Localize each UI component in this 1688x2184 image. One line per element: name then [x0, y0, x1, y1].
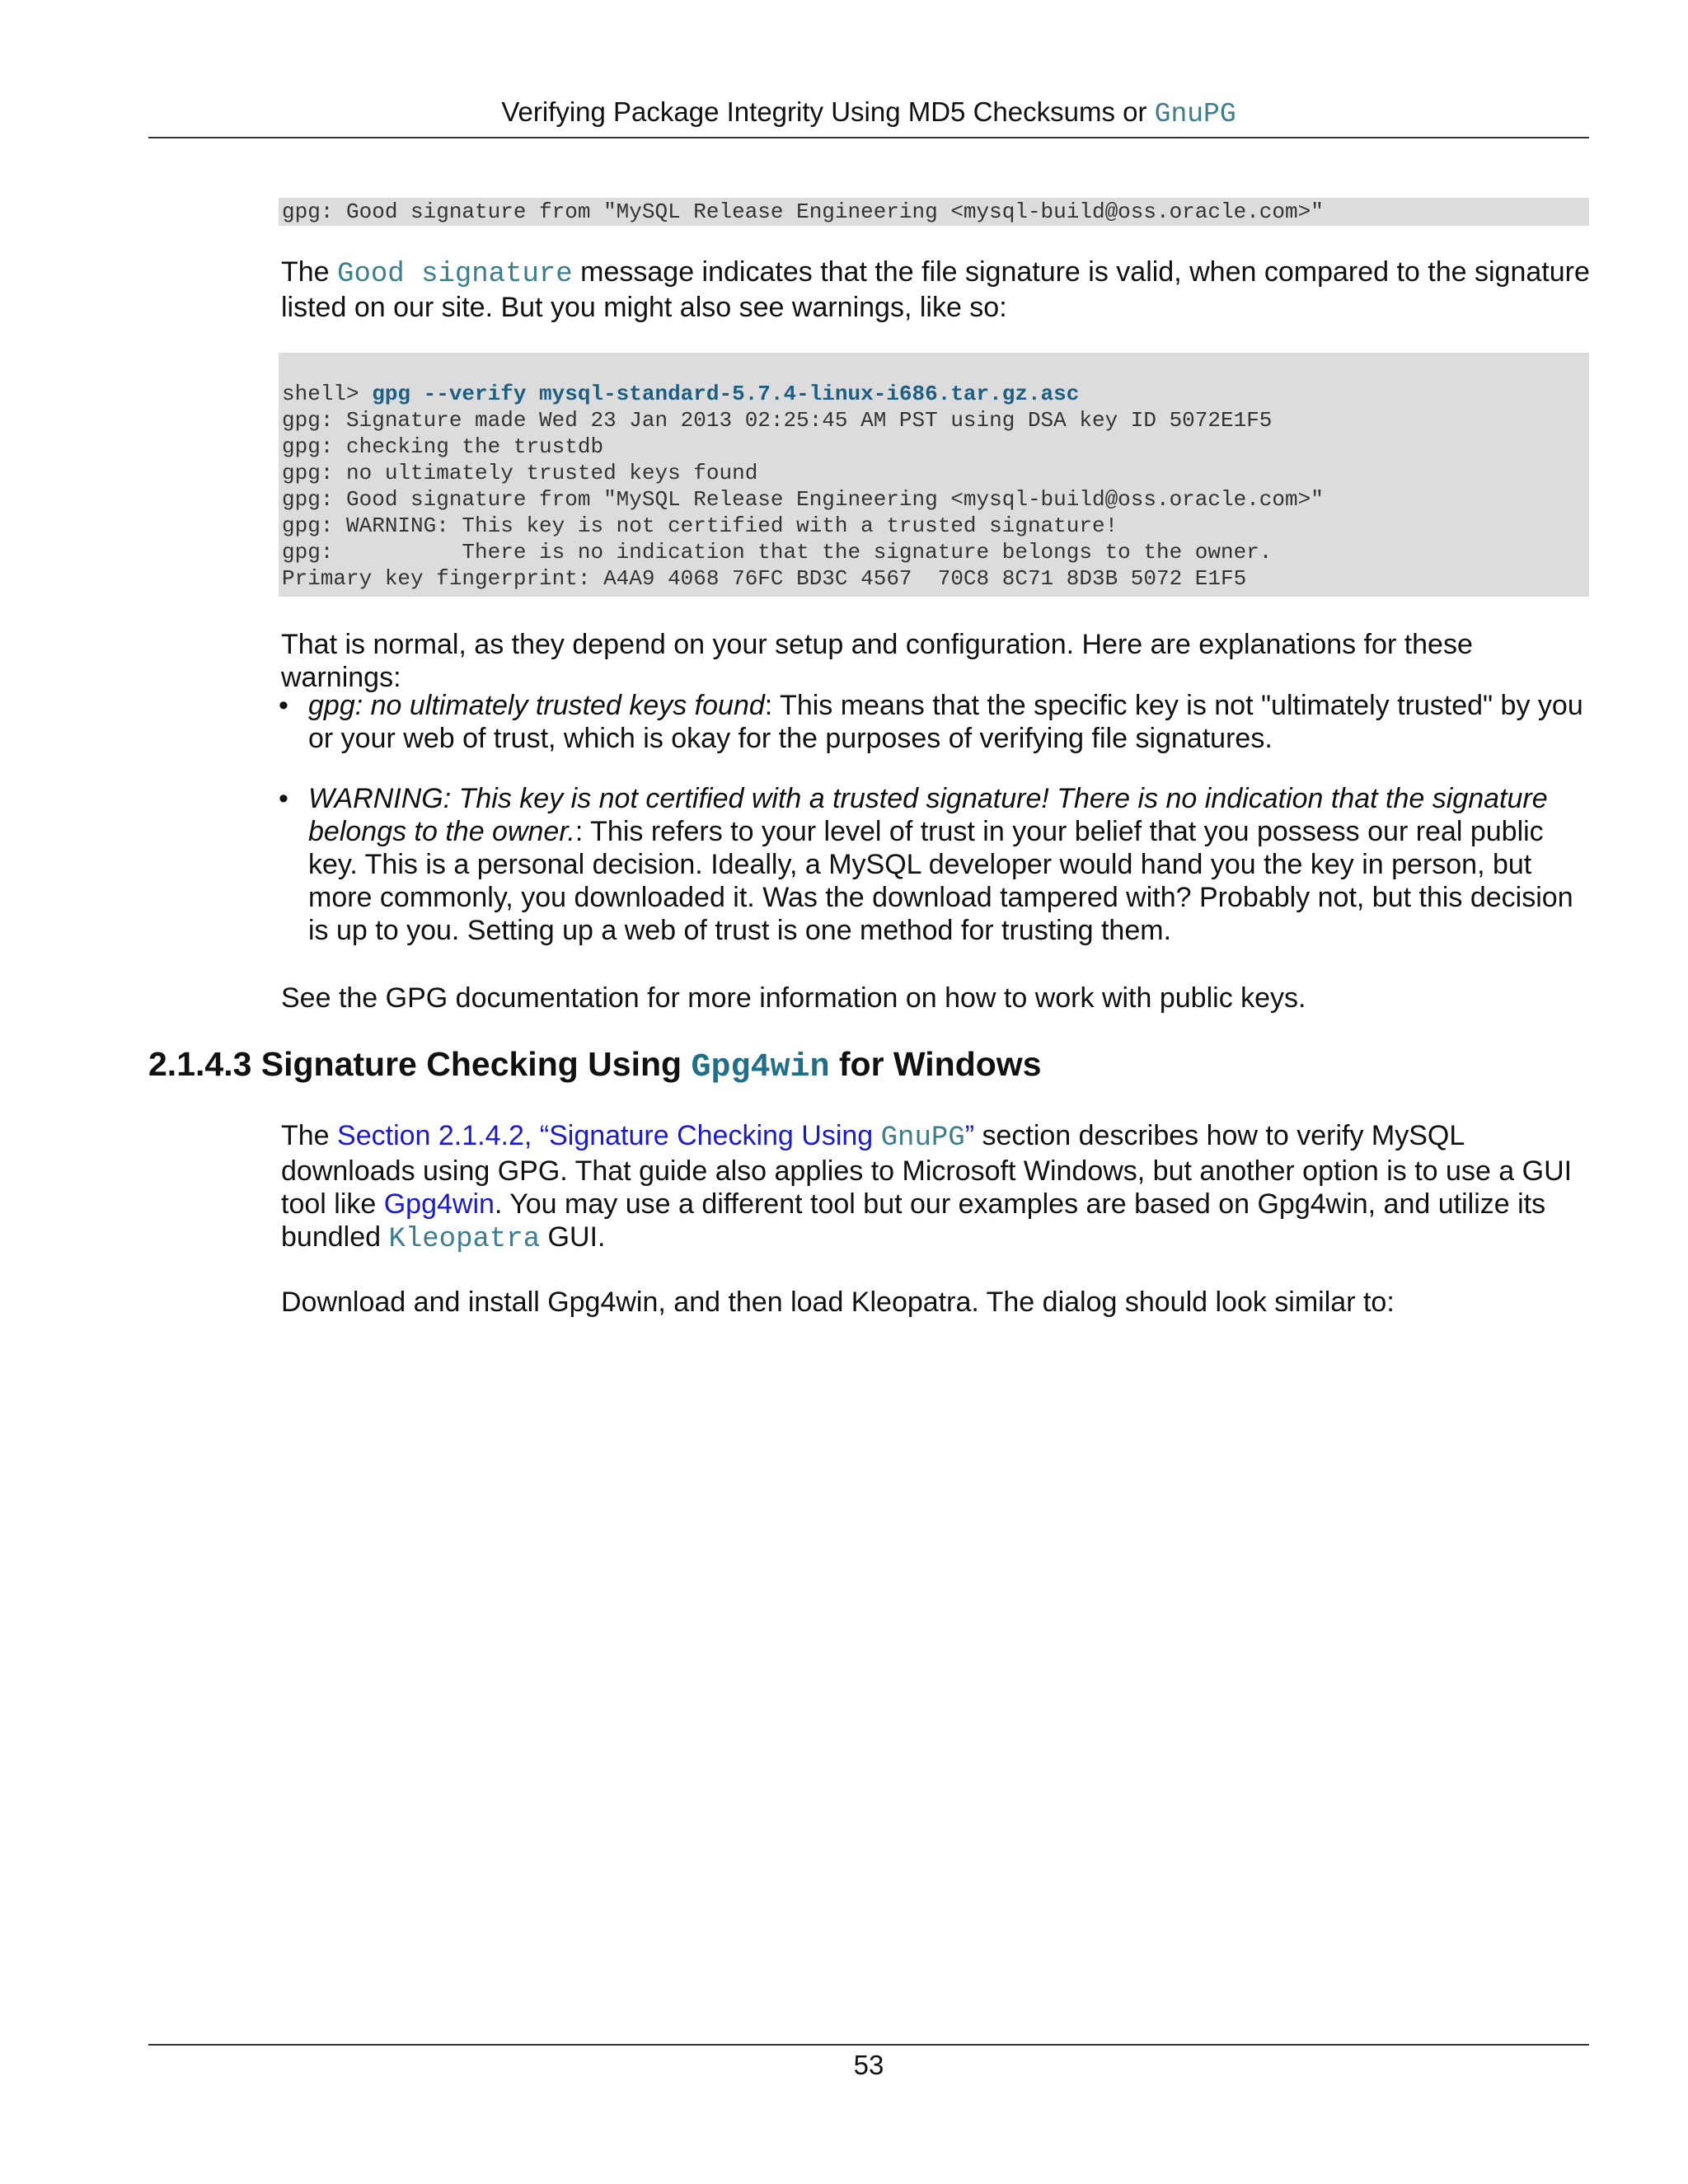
header-title: Verifying Package Integrity Using MD5 Checksums or: [501, 96, 1147, 127]
bullet-text: [308, 782, 1594, 947]
link-end[interactable]: ”: [964, 1120, 975, 1151]
inline-code-good-signature: Good signature: [337, 259, 573, 290]
gpg4win-link[interactable]: Gpg4win: [383, 1188, 495, 1220]
bullet-marker: •: [279, 690, 288, 721]
code-line: gpg: no ultimately trusted keys found: [282, 461, 758, 485]
bullet-text: [308, 689, 1594, 755]
code-line: gpg: WARNING: This key is not certified with a trusted signature!: [282, 513, 1118, 538]
section-2-1-4-2-link[interactable]: [337, 1120, 975, 1154]
code-line: gpg: Good signature from "MySQL Release Engineering <mysql-build@oss.oracle.com>": [282, 487, 1324, 512]
section-heading-prefix: 2.1.4.3 Signature Checking Using: [148, 1045, 692, 1083]
bullet-description: : This means that the specific key is not "ultimately trusted" by you or your web of trust, which is okay for the purposes of verifying file signatures.: [308, 690, 1583, 754]
link-code[interactable]: GnuPG: [880, 1122, 965, 1154]
code-line: gpg: checking the trustdb: [282, 434, 604, 459]
page-number: 53: [853, 2050, 884, 2080]
footer-divider: [148, 2044, 1589, 2046]
para-section-intro: [281, 1119, 1592, 1256]
page-header: [148, 96, 1589, 131]
para-see-docs: See the GPG documentation for more information on how to work with public keys.: [281, 982, 1306, 1014]
code-line: Primary key fingerprint: A4A9 4068 76FC BD3C 4567 70C8 8C71 8D3B 5072 E1F5: [282, 566, 1247, 591]
para-good-signature-prefix: The: [281, 256, 330, 288]
bullet-item-warning: [279, 782, 1594, 947]
para-text: section describes how to verify MySQL downloads using GPG. That guide also applies to Microsoft Windows, but another option is to use a GUI tool like: [281, 1120, 1573, 1220]
section-heading-code: Gpg4win: [691, 1049, 830, 1086]
para-text: GUI.: [540, 1221, 606, 1253]
header-title-code: GnuPG: [1154, 99, 1236, 129]
para-good-signature: [281, 255, 1592, 324]
section-heading-suffix: for Windows: [829, 1045, 1042, 1083]
bullet-marker: •: [279, 783, 288, 814]
para-download: Download and install Gpg4win, and then load Kleopatra. The dialog should look similar to:: [281, 1286, 1395, 1318]
bullet-term: gpg: no ultimately trusted keys found: [308, 690, 765, 721]
para-text: . You may use a different tool but our examples are based on Gpg4win, and utilize its bundled: [281, 1188, 1546, 1253]
code-block-gpg-verify: [279, 353, 1589, 597]
code-command: gpg --verify mysql-standard-5.7.4-linux-i686.tar.gz.asc: [372, 382, 1080, 406]
para-normal: That is normal, as they depend on your setup and configuration. Here are explanations for these warnings:: [281, 629, 1473, 693]
bullet-term: WARNING: This key is not certified with a trusted signature! There is no indication that the signature belongs to the owner.: [308, 783, 1548, 847]
para-good-signature-suffix: message indicates that the file signature is valid, when compared to the signature listed on our site. But you might also see warnings, like so:: [281, 256, 1590, 323]
code-line: gpg: Signature made Wed 23 Jan 2013 02:25:45 AM PST using DSA key ID 5072E1F5: [282, 408, 1273, 433]
inline-code-kleopatra: Kleopatra: [388, 1224, 541, 1255]
bullet-description: : This refers to your level of trust in your belief that you possess our real public key. This is a personal decision. Ideally, a MySQL developer would hand you the key in person, but more commonly, you downloaded it. Was the download tampered with? Probably not, but this decision is up to you. Setting up a web of trust is one method for trusting them.: [308, 816, 1573, 946]
link-text[interactable]: Section 2.1.4.2, “Signature Checking Using: [337, 1120, 881, 1151]
section-heading: [148, 1043, 1589, 1089]
header-divider: [148, 137, 1589, 138]
code-prompt: shell>: [282, 382, 373, 406]
para-text: The: [281, 1120, 338, 1151]
code-good-signature: gpg: Good signature from "MySQL Release Engineering <mysql-build@oss.oracle.com>": [279, 198, 1589, 226]
code-line: gpg: There is no indication that the signature belongs to the owner.: [282, 540, 1273, 565]
bullet-item-no-trusted-keys: [279, 689, 1594, 755]
